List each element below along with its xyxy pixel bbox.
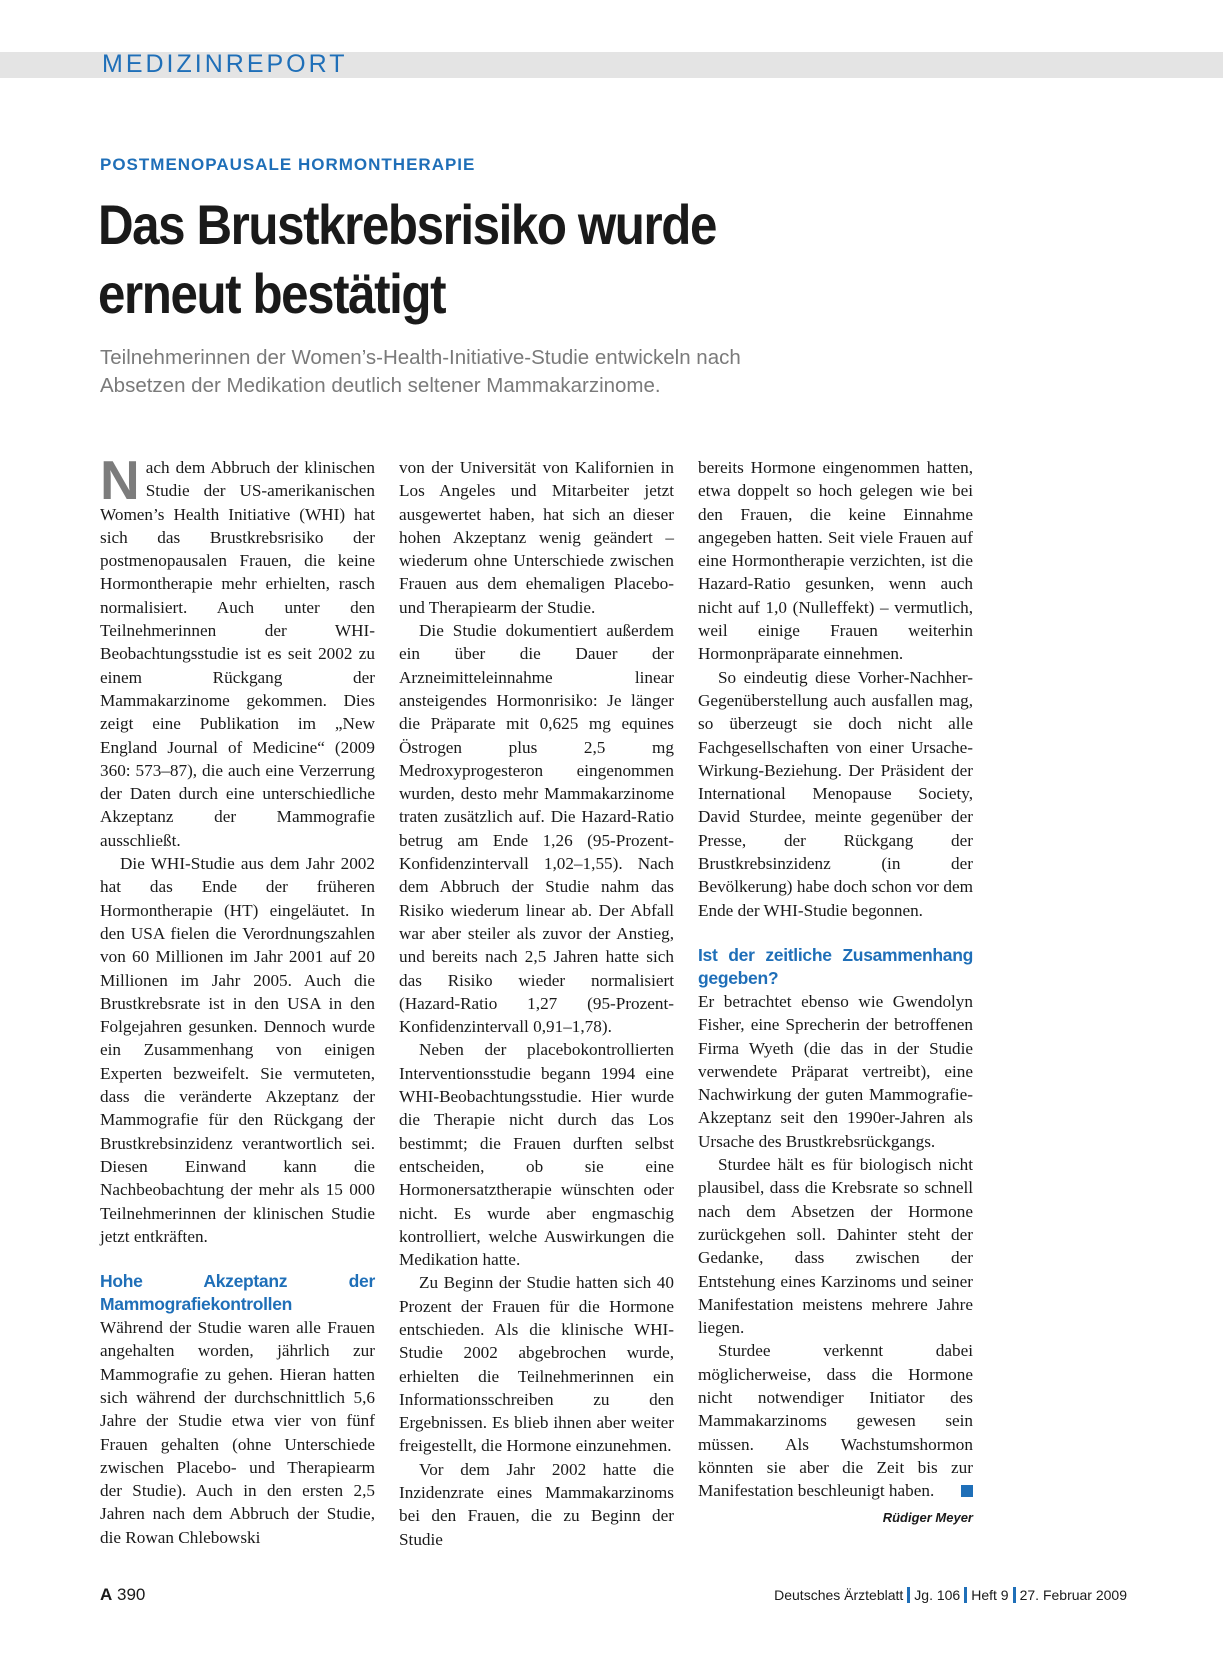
- journal-volume: Jg. 106: [914, 1587, 961, 1603]
- journal-reference: [774, 1587, 1127, 1603]
- journal-name: Deutsches Ärzteblatt: [774, 1587, 904, 1603]
- paragraph: Er betrachtet ebenso wie Gwendolyn Fisher, eine Sprecherin der betroffenen Firma Wyeth (die das in der Studie verwendete Präparat vertreibt), eine Nachwirkung der guten Mammografie-Akzeptanz seit den 1990er-Jahren als Ursache des Brustkrebsrückgangs.: [698, 991, 973, 1151]
- author-byline: Rüdiger Meyer: [882, 1510, 973, 1526]
- paragraph: Sturdee hält es für biologisch nicht plausibel, dass die Krebsrate so schnell nach dem Absetzen der Hormone zurückgehen soll. Dahinter steht der Gedanke, dass zwischen der Entstehung eines Karzinoms und seiner Manifestation meistens mehrere Jahre liegen.: [698, 1155, 973, 1338]
- journal-issue: Heft 9: [971, 1587, 1009, 1603]
- end-mark-icon: [961, 1485, 973, 1497]
- separator: [964, 1587, 967, 1603]
- text-column-3: [698, 456, 973, 1530]
- paragraph: Nach dem Abbruch der klinischen Studie der US-amerikanischen Women’s Health Initiative (WHI) hat sich das Brustkrebsrisiko der postmenopausalen Frauen, die keine Hormontherapie mehr erhielten, rasch normalisiert. Auch unter den Teilnehmerinnen der WHI-Beobachtungsstudie ist es seit 2002 zu einem Rückgang der Mammakarzinome gekommen. Dies zeigt eine Publikation im „New England Journal of Medicine“ (2009 360: 573–87), die auch eine Verzerrung der Daten durch eine unterschiedliche Akzeptanz der Mammografie ausschließt.: [100, 449, 375, 850]
- paragraph: Während der Studie waren alle Frauen angehalten worden, jährlich zur Mammografie zu gehen. Hieran hatten sich während der durchschnittlich 5,6 Jahre der Studie etwa vier von fünf Frauen gehalten (ohne Unterschiede zwischen Placebo- und Therapiearm der Studie). Auch in den ersten 2,5 Jahren nach dem Abbruch der Studie, die Rowan Chlebowski: [100, 1318, 375, 1547]
- page-number: A 390: [100, 1585, 146, 1604]
- paragraph: von der Universität von Kalifornien in Los Angeles und Mitarbeiter jetzt ausgewertet haben, hat sich an dieser hohen Akzeptanz wenig geändert – wiederum ohne Unterschiede zwischen Frauen aus dem ehemaligen Placebo- und Therapiearm der Studie.: [399, 458, 674, 617]
- text-column-2: [399, 456, 674, 1551]
- paragraph: Die Studie dokumentiert außerdem ein über die Dauer der Arzneimitteleinnahme linear ansteigendes Hormonrisiko: Je länger die Präparate mit 0,625 mg equines Östrogen plus 2,5 mg Medroxyprogesteron eingenommen wurden, desto mehr Mammakarzinome traten zusätzlich auf. Die Hazard-Ratio betrug am Ende 1,26 (95-Prozent-Konfidenzintervall 1,02–1,55). Nach dem Abbruch der Studie nahm das Risiko wiederum linear ab. Der Abfall war aber steiler als zuvor der Anstieg, und bereits nach 2,5 Jahren hatte sich das Risiko wieder normalisiert (Hazard-Ratio 1,27 (95-Prozent-Konfidenzintervall 0,91–1,78).: [399, 621, 674, 1037]
- paragraph: Zu Beginn der Studie hatten sich 40 Prozent der Frauen für die Hormone entschieden. Als die klinische WHI-Studie 2002 abgebrochen wurde, erhielten die Teilnehmerinnen ein Informationsschreiben zu den Ergebnissen. Es blieb ihnen aber weiter freigestellt, die Hormone einzunehmen.: [399, 1273, 674, 1456]
- paragraph: So eindeutig diese Vorher-Nachher-Gegenüberstellung auch ausfallen mag, so überzeugt sie doch nicht alle Fachgesellschaften von einer Ursache-Wirkung-Beziehung. Der Präsident der International Menopause Society, David Sturdee, meinte gegenüber der Presse, der Rückgang der Brustkrebsinzidenz (in der Bevölkerung) habe doch schon vor dem Ende der WHI-Studie begonnen.: [698, 667, 973, 920]
- separator: [1013, 1587, 1016, 1603]
- separator: [907, 1587, 910, 1603]
- article-title: Das Brustkrebsrisiko wurde erneut bestätigt: [98, 193, 716, 325]
- paragraph: Sturdee verkennt dabei möglicherweise, dass die Hormone nicht notwendiger Initiator des Mammakarzinoms gewesen sein müssen. Als Wachstumshormon könnten sie aber die Zeit bis zur Manifestation beschleunigt haben.: [698, 1341, 973, 1501]
- drop-cap: N: [100, 449, 140, 511]
- subheading: Hohe Akzeptanz der Mammografiekontrollen: [100, 1271, 375, 1315]
- paragraph: bereits Hormone eingenommen hatten, etwa doppelt so hoch gelegen wie bei den Frauen, die keine Einnahme angegeben hatten. Seit viele Frauen auf eine Hormontherapie verzichten, ist die Hazard-Ratio gesunken, wenn auch nicht auf 1,0 (Nulleffekt) – vermutlich, weil einige Frauen weiterhin Hormonpräparate einnehmen.: [698, 458, 973, 664]
- article-kicker: POSTMENOPAUSALE HORMONTHERAPIE: [100, 155, 476, 174]
- journal-date: 27. Februar 2009: [1019, 1587, 1127, 1603]
- paragraph: Vor dem Jahr 2002 hatte die Inzidenzrate eines Mammakarzinoms bei den Frauen, die zu Beginn der Studie: [399, 1459, 674, 1549]
- article-lead: Teilnehmerinnen der Women’s-Health-Initiative-Studie entwickeln nach Absetzen der Medikation deutlich seltener Mammakarzinome.: [100, 346, 741, 397]
- section-label: MEDIZINREPORT: [102, 50, 348, 78]
- paragraph: Neben der placebokontrollierten Interventionsstudie begann 1994 eine WHI-Beobachtungsstudie. Hier wurde die Therapie nicht durch das Los bestimmt; die Frauen durften selbst entscheiden, ob sie eine Hormonersatztherapie wünschten oder nicht. Es wurde aber engmaschig kontrolliert, welche Auswirkungen die Medikation hatte.: [399, 1040, 674, 1270]
- text-column-1: [100, 449, 375, 1549]
- paragraph: Die WHI-Studie aus dem Jahr 2002 hat das Ende der früheren Hormontherapie (HT) eingeläutet. In den USA fielen die Verordnungszahlen von 60 Millionen im Jahr 2001 auf 20 Millionen im Jahr 2005. Auch die Brustkrebsrate ist in den USA in den Folgejahren gesunken. Dennoch wurde ein Zusammenhang von einigen Experten bezweifelt. Sie vermuteten, dass die veränderte Akzeptanz der Mammografie für den Rückgang der Brustkrebsinzidenz verantwortlich sei. Diesen Einwand kann die Nachbeobachtung der mehr als 15 000 Teilnehmerinnen der klinischen Studie jetzt entkräften.: [100, 854, 375, 1246]
- subheading: Ist der zeitliche Zusammenhang gegeben?: [698, 944, 973, 988]
